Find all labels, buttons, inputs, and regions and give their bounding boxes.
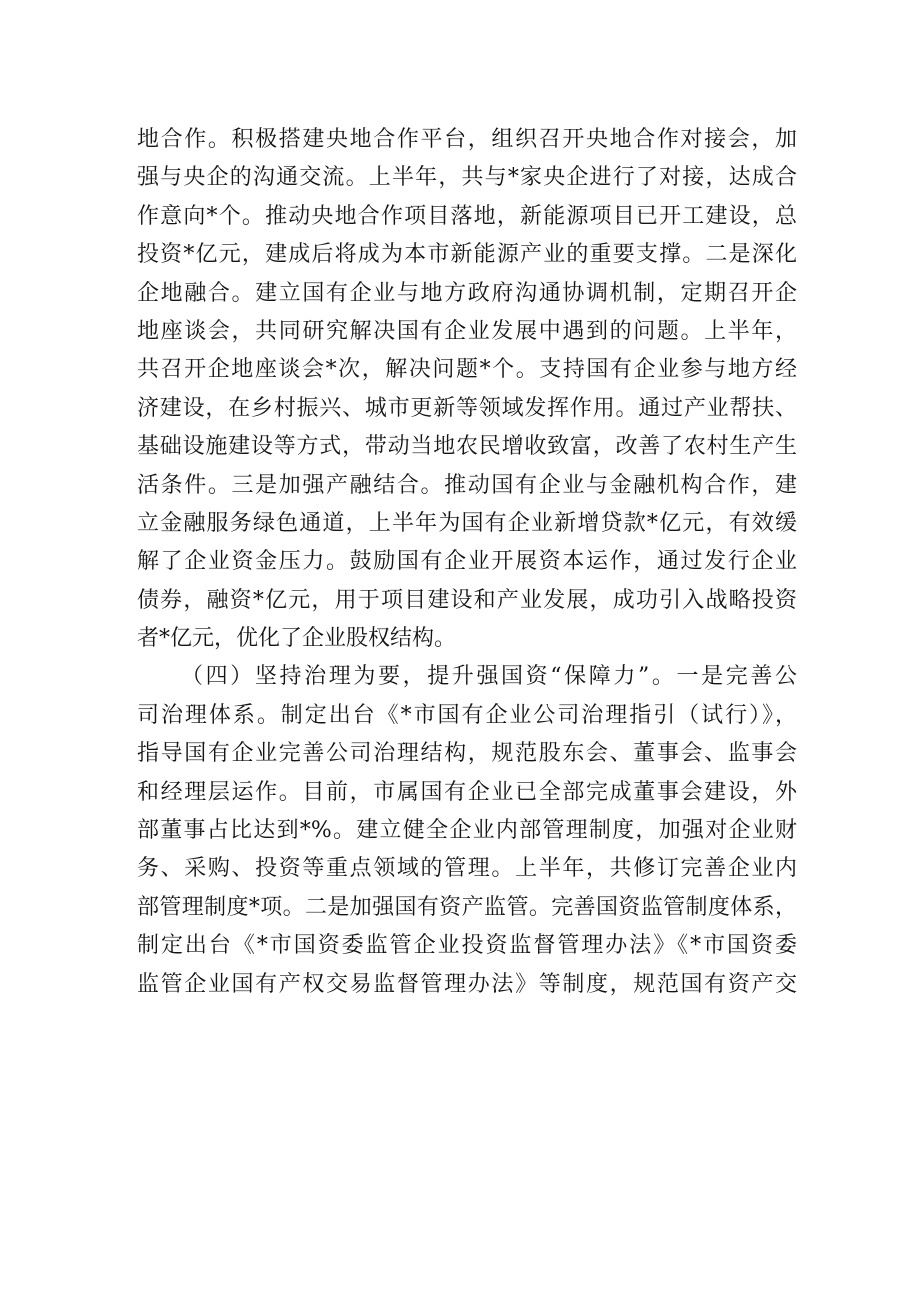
text-line: 地座谈会，共同研究解决国有企业发展中遇到的问题。上半年， (137, 318, 797, 344)
text-line: 强与央企的沟通交流。上半年，共与*家央企进行了对接，达成合 (137, 165, 797, 191)
text-line: 债券，融资*亿元，用于项目建设和产业发展，成功引入战略投资 (137, 587, 797, 613)
text-line: 基础设施建设等方式，带动当地农民增收致富，改善了农村生产生 (137, 434, 797, 460)
paragraph-2 (137, 658, 797, 1004)
text-line: 企地融合。建立国有企业与地方政府沟通协调机制，定期召开企 (137, 280, 797, 306)
text-line: 共召开企地座谈会*次，解决问题*个。支持国有企业参与地方经 (137, 357, 797, 383)
text-line: 作意向*个。推动央地合作项目落地，新能源项目已开工建设，总 (137, 203, 797, 229)
body-text (137, 121, 797, 1004)
text-line: 者*亿元，优化了企业股权结构。 (137, 626, 457, 652)
text-line: 解了企业资金压力。鼓励国有企业开展资本运作，通过发行企业 (137, 549, 797, 575)
text-line: 务、采购、投资等重点领域的管理。上半年，共修订完善企业内 (137, 856, 797, 882)
text-line: 制定出台《*市国资委监管企业投资监督管理办法》《*市国资委 (137, 933, 797, 959)
text-line: 和经理层运作。目前，市属国有企业已全部完成董事会建设，外 (137, 779, 797, 805)
text-line: 济建设，在乡村振兴、城市更新等领域发挥作用。通过产业帮扶、 (137, 395, 797, 421)
text-line: 活条件。三是加强产融结合。推动国有企业与金融机构合作，建 (137, 472, 797, 498)
text-line: 指导国有企业完善公司治理结构，规范股东会、董事会、监事会 (137, 741, 797, 767)
text-line: 地合作。积极搭建央地合作平台，组织召开央地合作对接会，加 (137, 127, 797, 152)
text-line: 部管理制度*项。二是加强国有资产监管。完善国资监管制度体系， (137, 894, 797, 920)
text-line: 部董事占比达到*%。建立健全企业内部管理制度，加强对企业财 (137, 818, 797, 844)
text-line: 监管企业国有产权交易监督管理办法》等制度，规范国有资产交 (137, 971, 797, 997)
text-line: 司治理体系。制定出台《*市国有企业公司治理指引（试行）》， (137, 702, 797, 728)
paragraph-heading-line: （四）坚持治理为要，提升强国资“保障力”。一是完善公 (181, 664, 797, 690)
text-line: 投资*亿元，建成后将成为本市新能源产业的重要支撑。二是深化 (137, 242, 797, 268)
paragraph-1 (137, 121, 797, 658)
text-line: 立金融服务绿色通道，上半年为国有企业新增贷款*亿元，有效缓 (137, 510, 797, 536)
